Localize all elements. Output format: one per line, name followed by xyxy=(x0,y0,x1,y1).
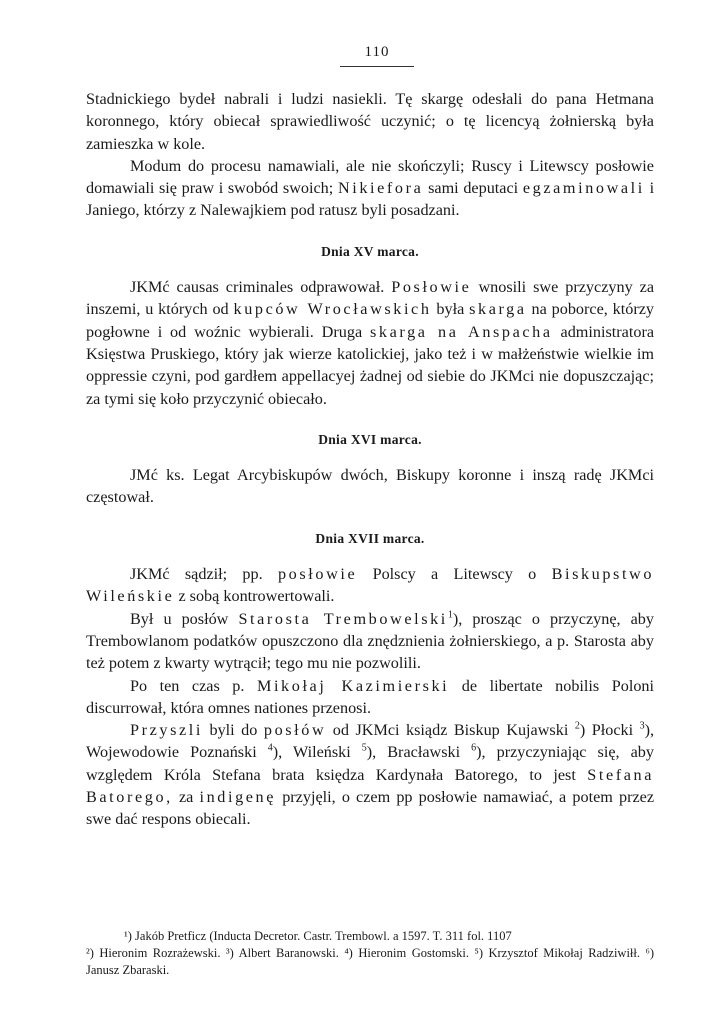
page-number: 110 xyxy=(364,44,390,60)
text-span: na poborce, którzy pogłowne i od woźnic wybierali. Druga xyxy=(86,300,655,341)
text-span: administratora Księstwa Pruskiego, który jak wierze katolickiej, jako też i w małżeństwie wielkie im oppressie czyni, pod gardłem appellacyej żadnej od siebie do JKMci nie dopuszczając; za tymi się koło przyczynić obiecało. xyxy=(86,322,655,408)
spaced-text: posłów xyxy=(263,721,327,740)
spaced-text: Mikołaj Kazimierski xyxy=(256,676,450,695)
text-span: ), przyczyniając się, aby względem Króla Stefana brata księdza Kardynała Batorego, to jest xyxy=(86,743,654,784)
text-span: ), Bracławski xyxy=(366,743,461,762)
text-span: Był u posłów xyxy=(130,609,229,628)
text-span: ), prosząc o przyczynę, aby Trembowlanom podatków opuszczono dla znędznienia żołnierskiego, a p. Starosta aby też potem z kwarty wytrącił; tego mu nie pozwolili. xyxy=(86,609,654,673)
paragraph-8 xyxy=(86,719,654,830)
text-span: za xyxy=(178,788,194,807)
text-span: ), Wojewodowie Poznański xyxy=(86,721,655,762)
footnote-ref-3: 3 xyxy=(639,720,645,732)
section-heading-xvi: Dnia XVI marca. xyxy=(318,431,422,447)
paragraph-3 xyxy=(86,276,654,410)
paragraph-4: JMć ks. Legat Arcybiskupów dwóch, Biskupy koronne i inszą radę JKMci częstował. xyxy=(86,466,654,507)
text-span: ) Płocki xyxy=(579,721,634,740)
spaced-text: posłowie xyxy=(277,565,358,584)
spaced-text: indigenę xyxy=(199,788,277,807)
text-span: JKMć sądził; pp. xyxy=(130,565,263,584)
text-span: Po ten czas p. xyxy=(130,676,245,695)
paragraph-7 xyxy=(86,675,654,720)
spaced-text: skarga na Anspacha xyxy=(370,322,553,341)
text-span: Polscy a Litewscy o xyxy=(372,565,537,584)
footnote-ref-5: 5 xyxy=(361,743,367,755)
paragraph-2 xyxy=(86,155,654,222)
text-span: ), Wileński xyxy=(272,743,351,762)
text-span: z sobą kontrowertowali. xyxy=(178,587,335,606)
paragraph-1: Stadnickiego bydeł nabrali i ludzi nasiekli. Tę skargę odesłali do pana Hetmana koronnego, który obiecał sprawiedliwość uczynić; o tę licencyą żołnierską była zamieszka w kole. xyxy=(86,90,654,153)
section-heading-xv: Dnia XV marca. xyxy=(321,243,419,259)
paragraph-5 xyxy=(86,563,654,608)
text-span: sami deputaci xyxy=(428,179,519,198)
main-text xyxy=(86,88,654,831)
spaced-text: Nikiefora xyxy=(337,179,424,198)
footnote-ref-2: 2 xyxy=(574,720,580,732)
text-span: Modum do procesu namawiali, ale nie skończyli; Ruscy i Litewscy posłowie domawiali się praw i swobód swoich; xyxy=(86,156,654,198)
spaced-text: egzaminowali xyxy=(522,179,645,198)
section-heading-xvii: Dnia XVII marca. xyxy=(315,530,425,546)
text-span: wnosili swe przyczyny za inszemi, u których od xyxy=(86,278,655,319)
footnote-line-2: ²) Hieronim Rozrażewski. ³) Albert Baranowski. ⁴) Hieronim Gostomski. ⁵) Krzysztof Mikołaj Radziwiłł. ⁶) Janusz Zbaraski. xyxy=(86,946,654,977)
page-number-rule xyxy=(340,66,414,67)
text-span: i Janiego, którzy z Nalewajkiem pod ratusz byli posadzani. xyxy=(86,179,655,220)
footnote-line-1: ¹) Jakób Pretficz (Inducta Decretor. Castr. Trembowl. a 1597. T. 311 fol. 1107 xyxy=(124,929,512,943)
spaced-text: Przyszli xyxy=(130,721,203,740)
text-span: de libertate nobilis Poloni discurrował, która omnes nationes przenosi. xyxy=(86,676,655,717)
paragraph-6 xyxy=(86,608,654,675)
spaced-text: Stefana Batorego, xyxy=(86,765,654,807)
spaced-text: skarga xyxy=(469,300,527,319)
text-span: byli do xyxy=(209,721,258,740)
text-span: JKMć causas criminales odprawował. xyxy=(130,278,385,297)
text-span: była xyxy=(436,300,465,319)
spaced-text: Posłowie xyxy=(391,278,472,297)
footnote-ref-1: 1 xyxy=(447,609,453,621)
footnotes xyxy=(86,928,654,979)
spaced-text: kupców Wrocławskich xyxy=(233,300,432,319)
text-span: przyjęli, o czem pp posłowie namawiać, a potem przez swe dać respons obiecali. xyxy=(86,788,655,829)
spaced-text: Biskupstwo Wileńskie xyxy=(86,565,655,606)
text-span: od JKMci ksiądz Biskup Kujawski xyxy=(332,721,569,740)
footnote-ref-4: 4 xyxy=(267,743,273,755)
spaced-text: Starosta Trembowelski xyxy=(238,609,448,628)
footnote-ref-6: 6 xyxy=(471,743,477,755)
